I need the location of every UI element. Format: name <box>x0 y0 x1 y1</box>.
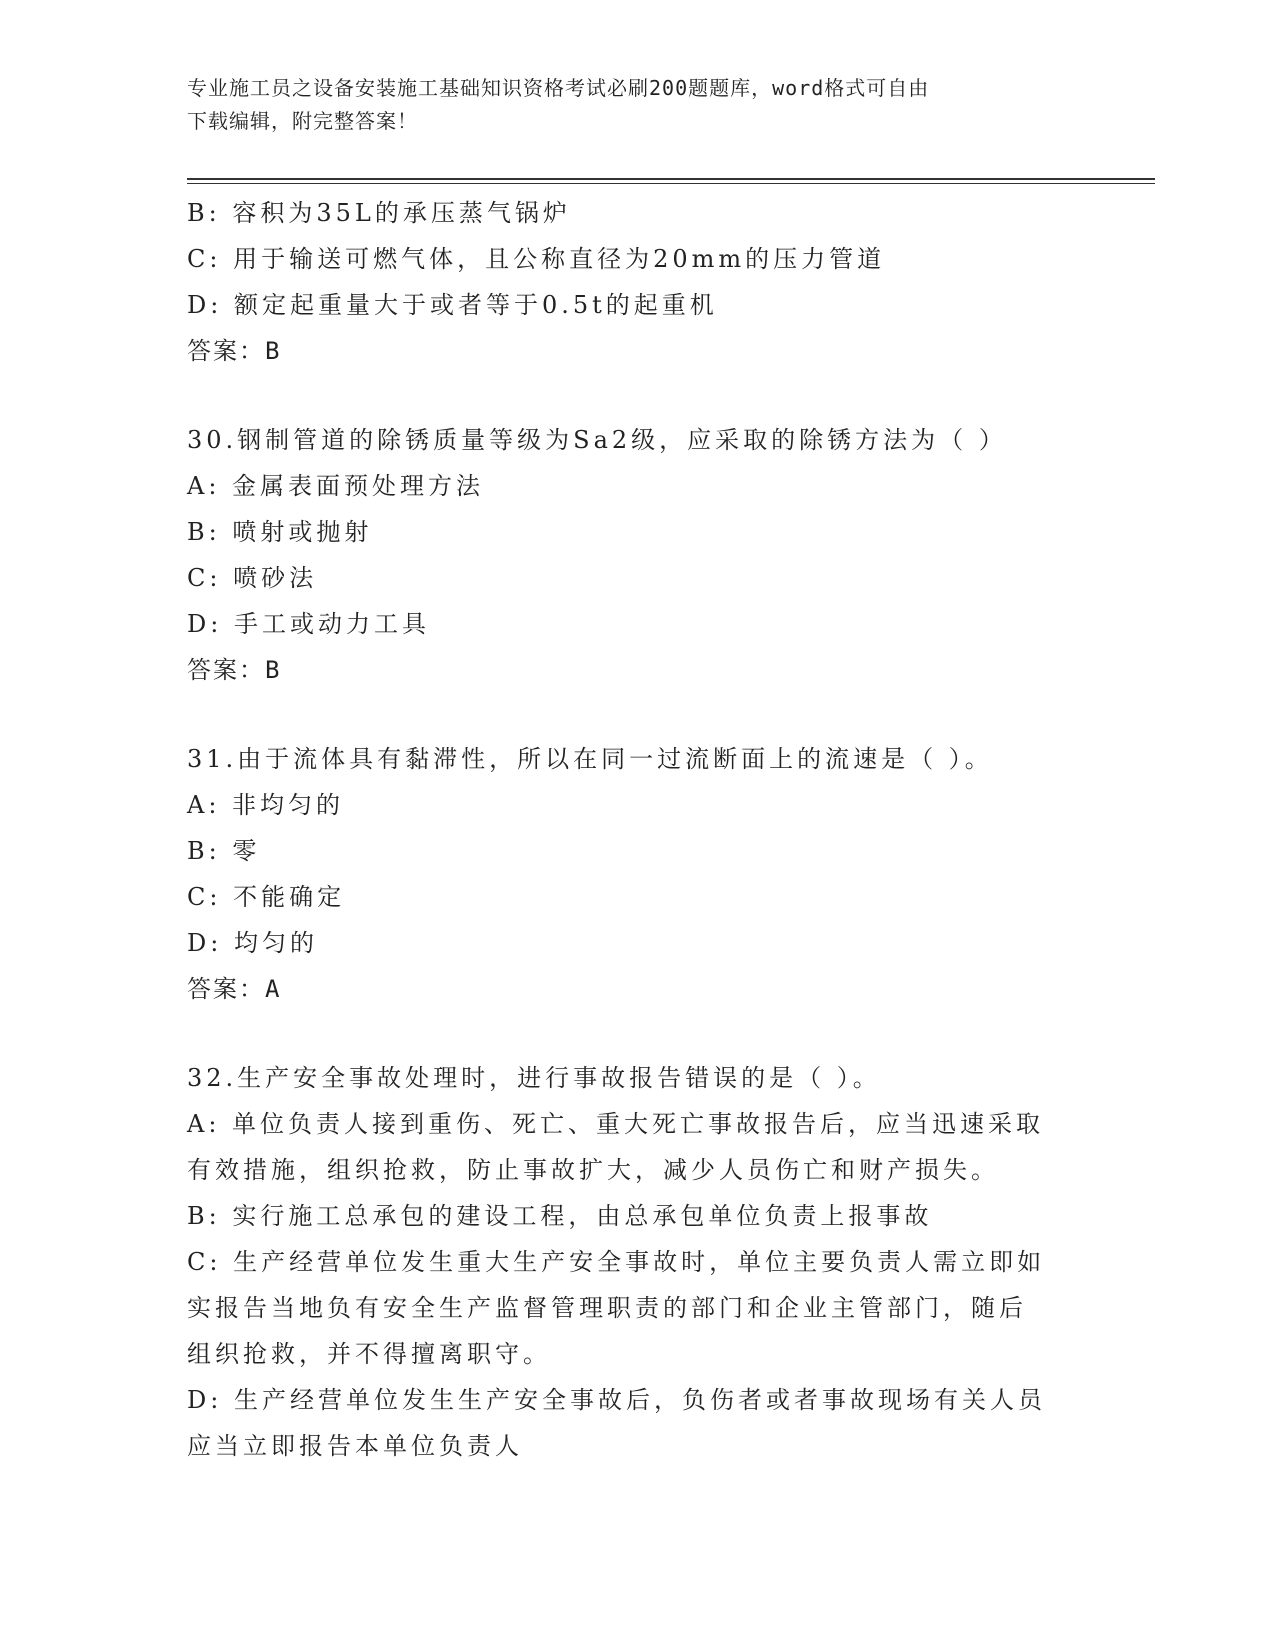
option-c-line-1: C: 生产经营单位发生重大生产安全事故时，单位主要负责人需立即如 <box>187 1248 1046 1276</box>
option-b: B: 实行施工总承包的建设工程，由总承包单位负责上报事故 <box>187 1202 933 1230</box>
option-d: D: 额定起重量大于或者等于0.5t的起重机 <box>187 291 718 319</box>
answer-label: 答案： <box>187 656 265 684</box>
option-b: B: 容积为35L的承压蒸气锅炉 <box>187 199 571 227</box>
answer-label: 答案： <box>187 975 265 1003</box>
answer-value: A <box>265 975 282 1003</box>
header-line-2: 下载编辑，附完整答案！ <box>187 109 418 133</box>
document-header <box>187 72 1087 138</box>
answer-label: 答案： <box>187 337 265 365</box>
option-b: B: 零 <box>187 837 261 865</box>
answer-line <box>187 328 1087 374</box>
option-a-line-1: A: 单位负责人接到重伤、死亡、重大死亡事故报告后，应当迅速采取 <box>187 1110 1045 1138</box>
option-a: A: 非均匀的 <box>187 791 345 819</box>
option-a-line-2: 有效措施，组织抢救，防止事故扩大，减少人员伤亡和财产损失。 <box>187 1156 999 1184</box>
option-c-line-2: 实报告当地负有安全生产监督管理职责的部门和企业主管部门，随后 <box>187 1294 1027 1322</box>
header-line-1: 专业施工员之设备安装施工基础知识资格考试必刷200题题库，word格式可自由 <box>187 76 930 100</box>
answer-value: B <box>265 337 282 365</box>
question-stem: 32.生产安全事故处理时，进行事故报告错误的是（ ）。 <box>187 1064 881 1092</box>
question-stem: 30.钢制管道的除锈质量等级为Sa2级，应采取的除锈方法为（ ） <box>187 426 1007 454</box>
answer-line <box>187 647 1087 693</box>
question-31 <box>187 736 1087 1012</box>
answer-value: B <box>265 656 282 684</box>
question-32 <box>187 1055 1087 1469</box>
question-29-continued <box>187 190 1087 374</box>
question-30 <box>187 417 1087 693</box>
option-d-line-1: D: 生产经营单位发生生产安全事故后，负伤者或者事故现场有关人员 <box>187 1386 1046 1414</box>
question-stem: 31.由于流体具有黏滞性，所以在同一过流断面上的流速是（ ）。 <box>187 745 993 773</box>
option-c: C: 喷砂法 <box>187 564 318 592</box>
option-a: A: 金属表面预处理方法 <box>187 472 485 500</box>
option-d-line-2: 应当立即报告本单位负责人 <box>187 1432 523 1460</box>
header-divider-thin <box>187 183 1155 184</box>
option-c-line-3: 组织抢救，并不得擅离职守。 <box>187 1340 551 1368</box>
option-c: C: 不能确定 <box>187 883 346 911</box>
question-list <box>187 190 1087 1469</box>
answer-line <box>187 966 1087 1012</box>
header-divider-thick <box>187 178 1155 180</box>
option-b: B: 喷射或抛射 <box>187 518 373 546</box>
option-c: C: 用于输送可燃气体，且公称直径为20mm的压力管道 <box>187 245 886 273</box>
option-d: D: 手工或动力工具 <box>187 610 430 638</box>
option-d: D: 均匀的 <box>187 929 318 957</box>
